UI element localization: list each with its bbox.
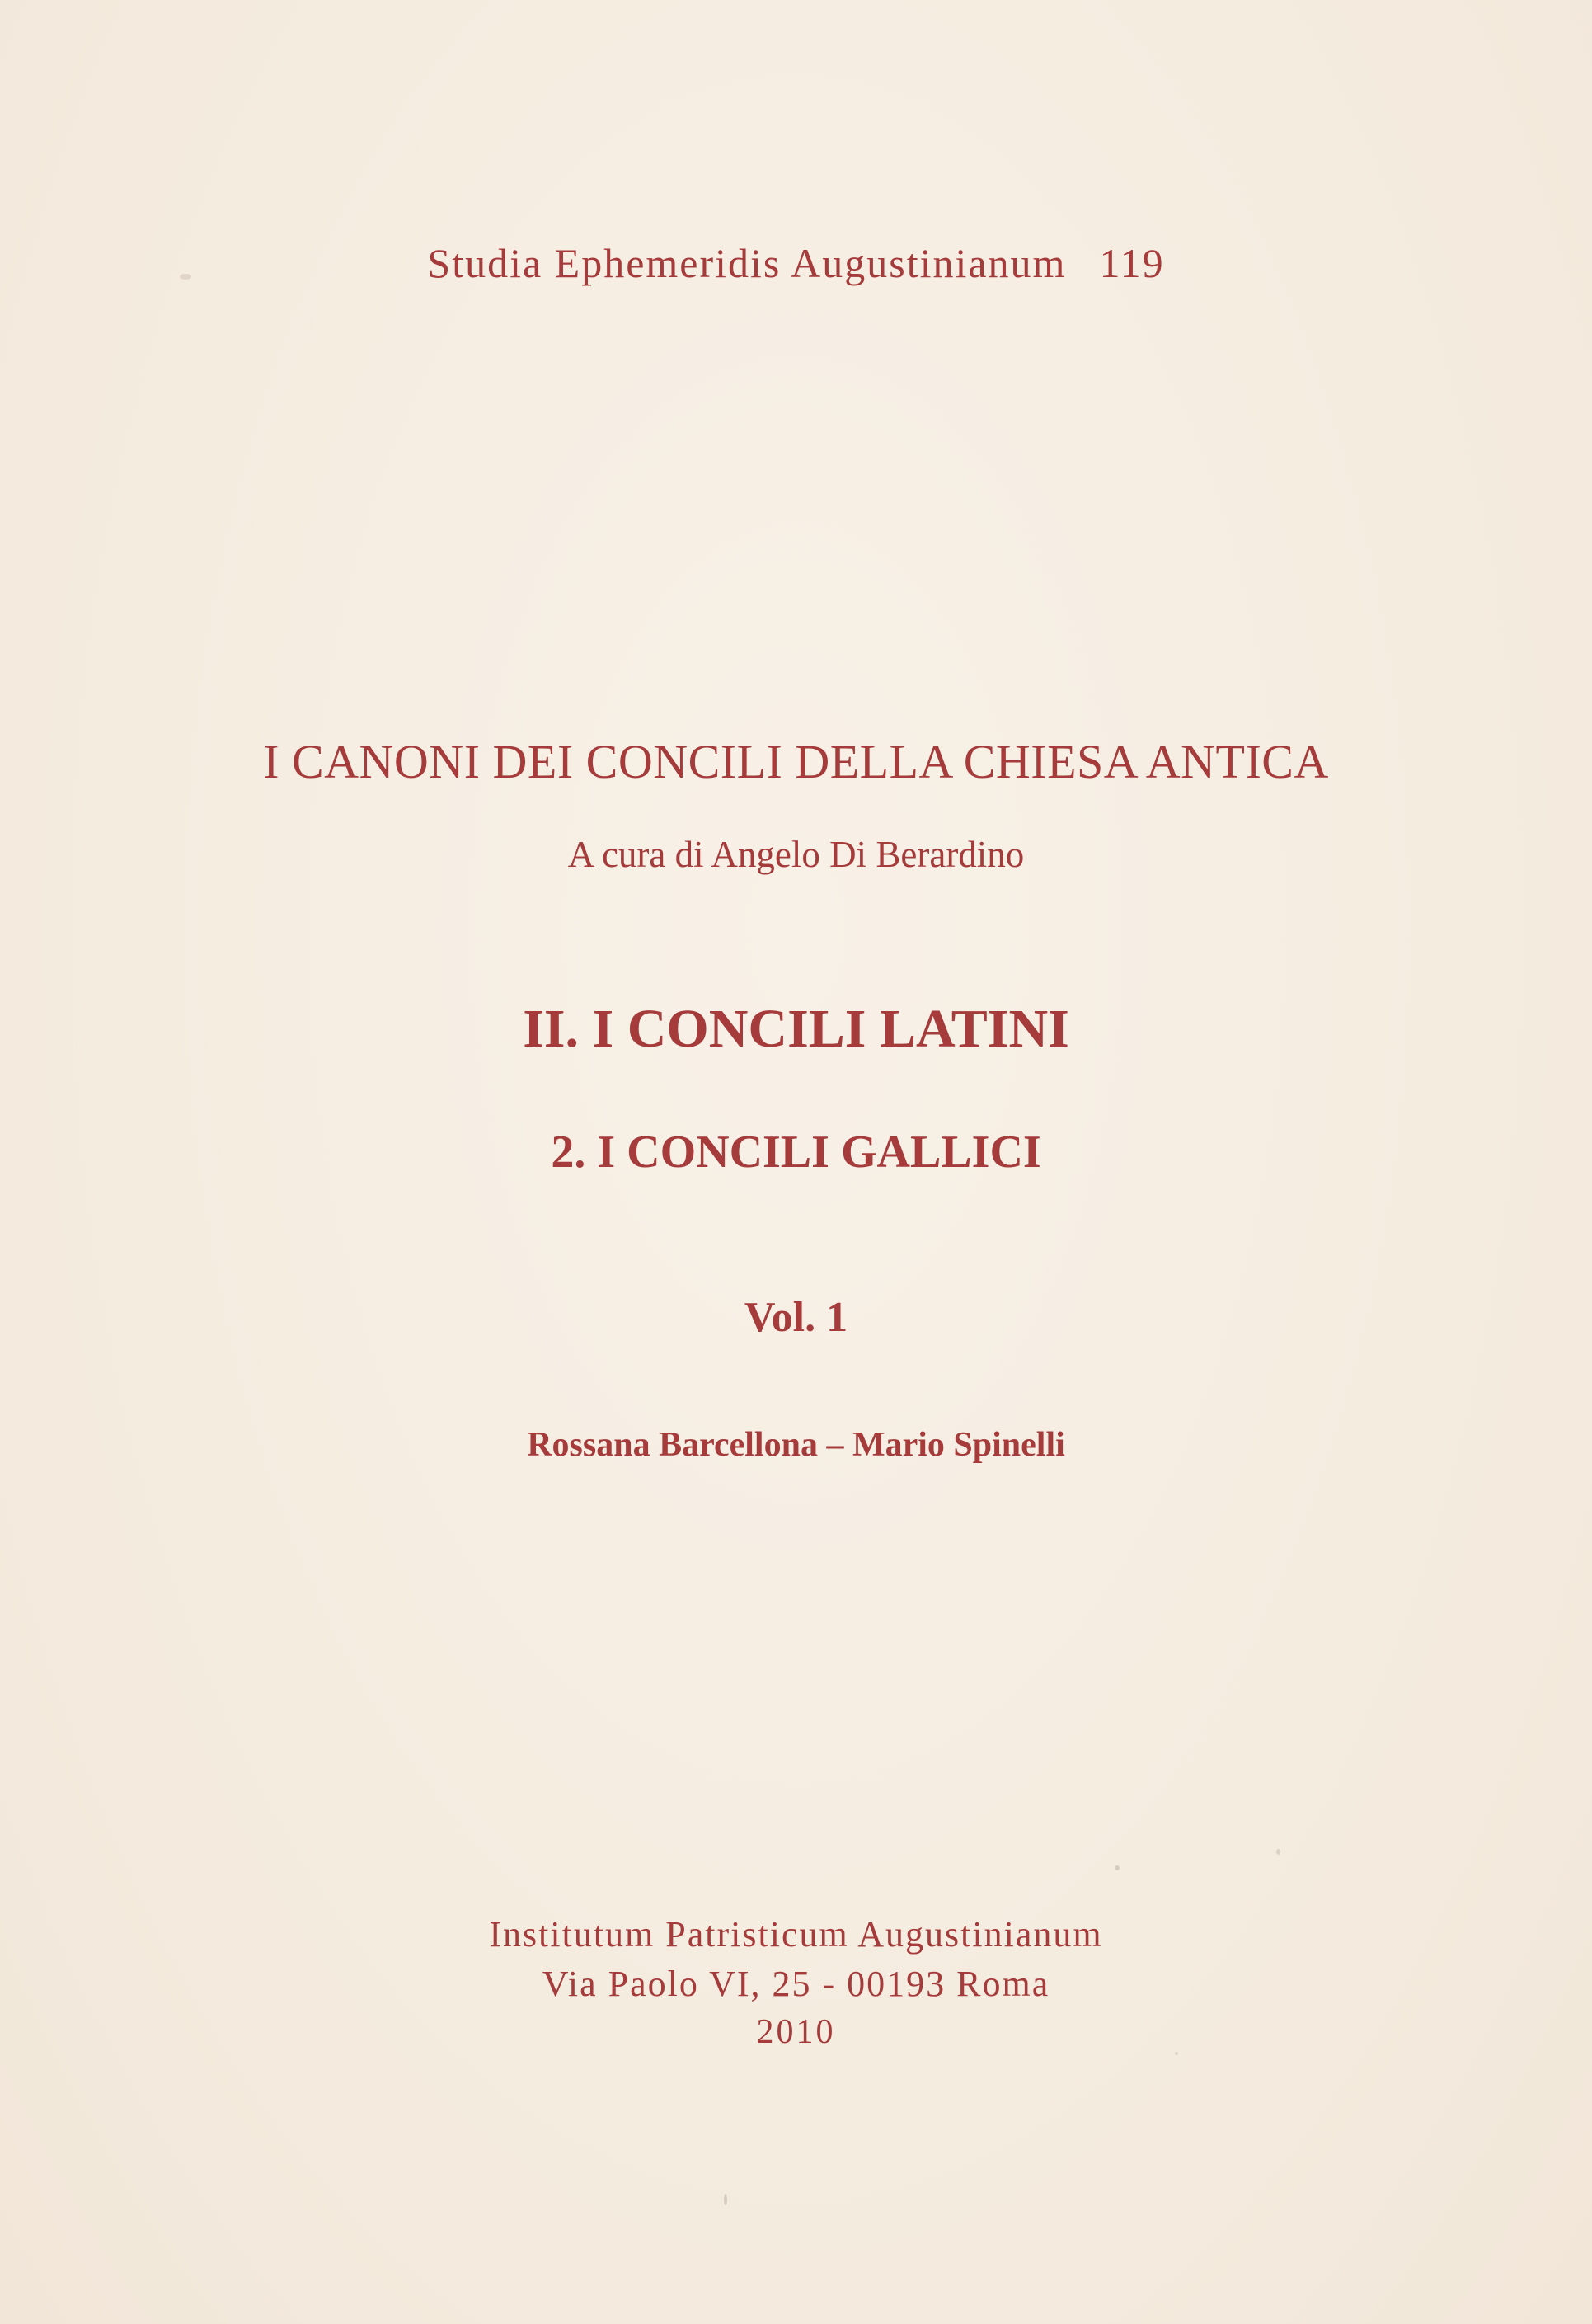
section-title: 2. I CONCILI GALLICI bbox=[551, 1127, 1041, 1178]
paper-speck bbox=[724, 2194, 727, 2205]
paper-speck bbox=[1115, 1865, 1120, 1870]
publisher-name: Institutum Patristicum Augustinianum bbox=[489, 1914, 1103, 1955]
publisher-address: Via Paolo VI, 25 - 00193 Roma bbox=[542, 1964, 1050, 2004]
series-name: Studia Ephemeridis Augustinianum bbox=[427, 240, 1067, 286]
editor-line: A cura di Angelo Di Berardino bbox=[567, 834, 1025, 875]
authors-line: Rossana Barcellona – Mario Spinelli bbox=[527, 1426, 1065, 1464]
volume-label: Vol. 1 bbox=[744, 1294, 848, 1341]
series-line bbox=[0, 239, 1592, 287]
series-number: 119 bbox=[1099, 240, 1165, 286]
paper-speck bbox=[1175, 2052, 1178, 2055]
main-title: I CANONI DEI CONCILI DELLA CHIESA ANTICA bbox=[263, 735, 1329, 788]
part-title: II. I CONCILI LATINI bbox=[523, 999, 1069, 1059]
paper-speck bbox=[180, 274, 191, 280]
publication-year: 2010 bbox=[756, 2013, 836, 2051]
paper-speck bbox=[1276, 1849, 1280, 1855]
